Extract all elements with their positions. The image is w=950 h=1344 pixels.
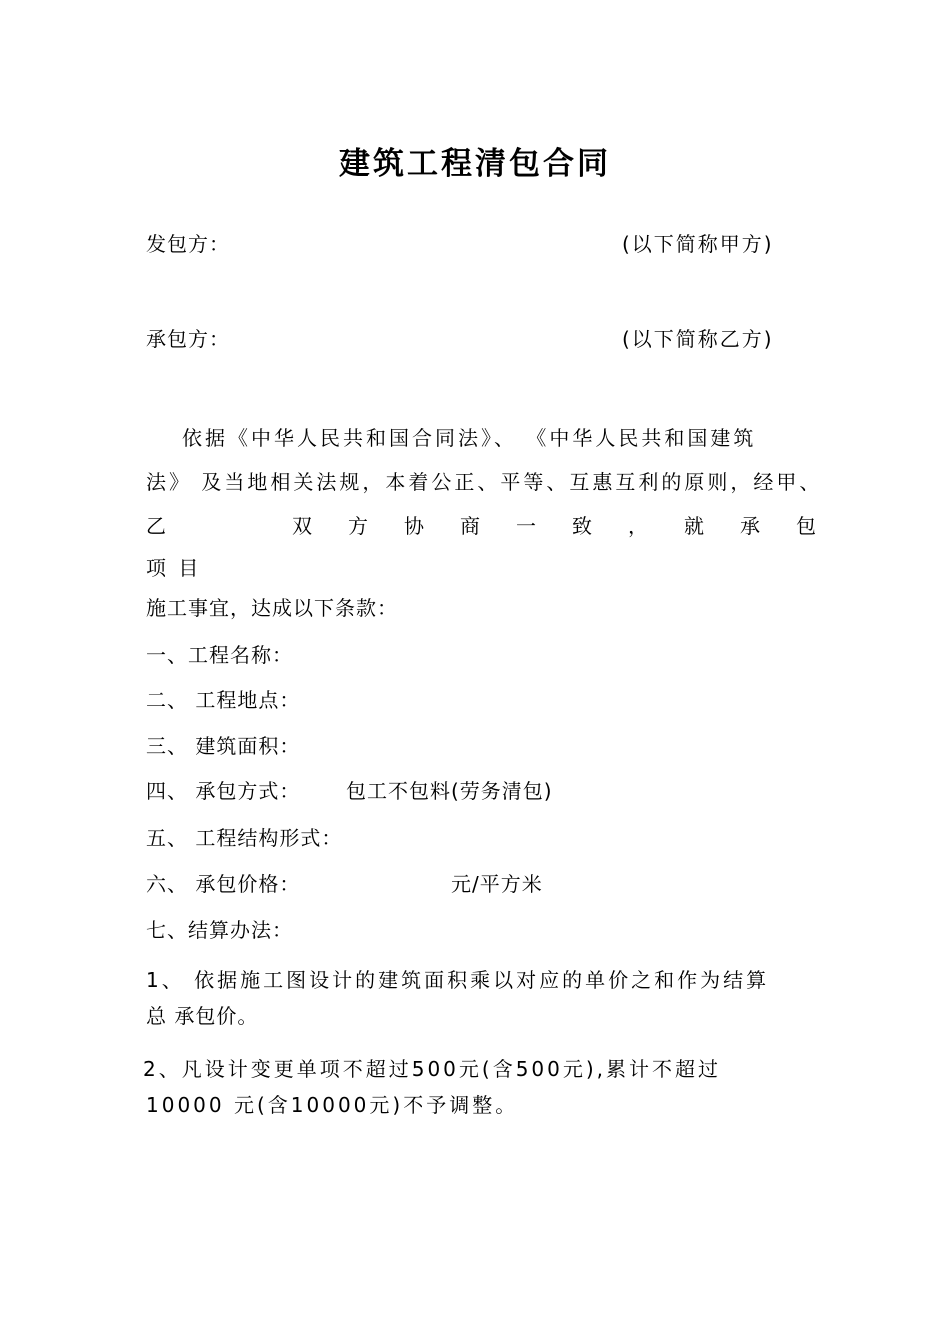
settlement-item-2-line-1: 2、凡设计变更单项不超过500元(含500元),累计不超过 <box>143 1057 722 1081</box>
clause-project-name: 一、工程名称： <box>146 643 293 667</box>
preamble-char: 就 <box>684 514 704 538</box>
settlement-item-1-line-2: 总 承包价。 <box>146 1004 259 1028</box>
clause-project-location: 二、 工程地点： <box>146 688 301 712</box>
preamble-line-2: 法》 及当地相关法规，本着公正、平等、互惠互利的原则，经甲、 <box>146 470 823 494</box>
preamble-char: 一 <box>516 514 536 538</box>
clause-structure-type: 五、 工程结构形式： <box>146 826 343 850</box>
preamble-line-5: 施工事宜，达成以下条款： <box>146 596 398 620</box>
clause-settlement-method: 七、结算办法： <box>146 918 293 942</box>
employer-label: 发包方： <box>146 232 230 256</box>
clause-price-unit: 元/平方米 <box>451 872 543 896</box>
preamble-line-1: 依据《中华人民共和国合同法》、 《中华人民共和国建筑 <box>182 426 757 450</box>
preamble-char: ， <box>628 514 648 538</box>
contractor-note: (以下简称乙方) <box>622 327 774 351</box>
preamble-char: 协 <box>404 514 424 538</box>
preamble-char: 双 <box>292 514 312 538</box>
clause-contract-method-value: 包工不包料(劳务清包) <box>346 779 553 803</box>
settlement-item-2-line-2: 10000 元(含10000元)不予调整。 <box>146 1093 519 1117</box>
preamble-line-3 <box>146 514 816 538</box>
clause-price-label: 六、 承包价格： <box>146 872 301 896</box>
preamble-char: 包 <box>796 514 816 538</box>
settlement-item-1-line-1: 1、 依据施工图设计的建筑面积乘以对应的单价之和作为结算 <box>146 968 770 992</box>
page-title: 建筑工程清包合同 <box>339 146 611 182</box>
preamble-char: 商 <box>460 514 480 538</box>
clause-contract-method-label: 四、 承包方式： <box>146 779 301 803</box>
preamble-char: 承 <box>740 514 760 538</box>
preamble-char: 乙 <box>146 514 166 538</box>
clause-building-area: 三、 建筑面积： <box>146 734 301 758</box>
preamble-char: 方 <box>348 514 368 538</box>
contractor-label: 承包方： <box>146 327 230 351</box>
employer-note: (以下简称甲方) <box>622 232 774 256</box>
preamble-line-4: 项 目 <box>146 556 202 580</box>
preamble-char: 致 <box>572 514 592 538</box>
